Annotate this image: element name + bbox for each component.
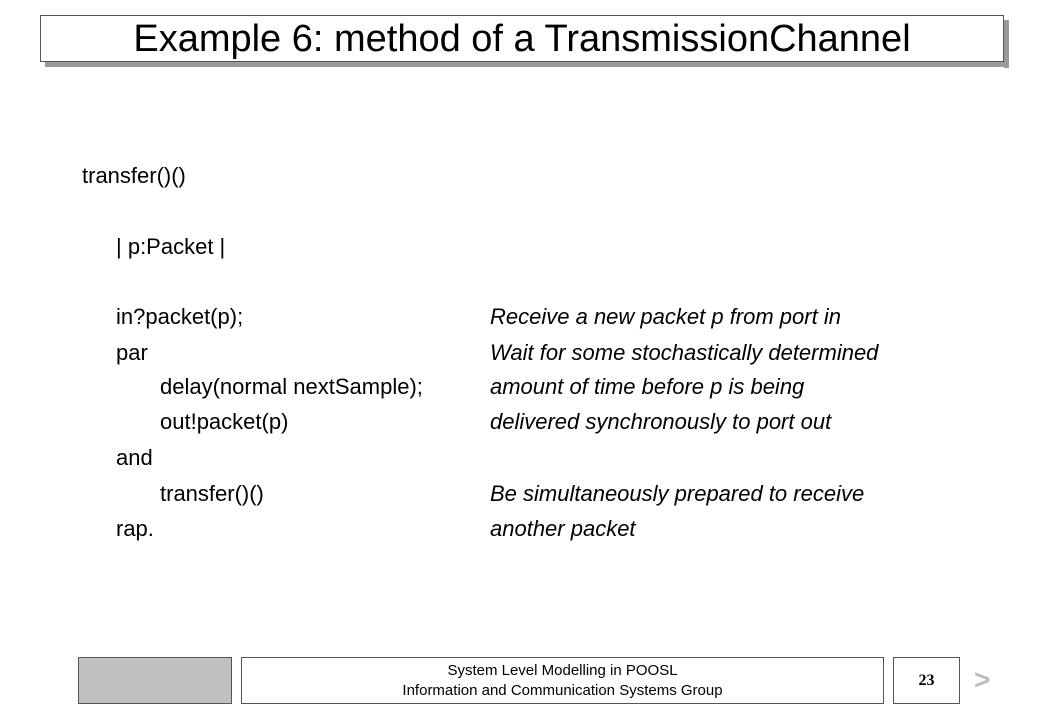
comment-line: Receive a new packet p from port in bbox=[490, 304, 841, 329]
footer-course-title: System Level Modelling in POOSL bbox=[447, 662, 678, 679]
comment-line: Be simultaneously prepared to receive bbox=[490, 481, 865, 506]
slide-title: Example 6: method of a TransmissionChannel bbox=[133, 18, 911, 60]
code-line-send: out!packet(p) bbox=[160, 409, 289, 434]
comment-line: amount of time before p is being bbox=[490, 374, 805, 399]
code-line-recursive-call: transfer()() bbox=[160, 481, 264, 506]
code-line-receive: in?packet(p); bbox=[116, 304, 244, 329]
page-number: 23 bbox=[893, 657, 960, 704]
footer-group-name: Information and Communication Systems Group bbox=[402, 682, 723, 699]
comment-line: another packet bbox=[490, 516, 636, 541]
code-line-method-header: transfer()() bbox=[82, 163, 186, 188]
code-line-par: par bbox=[116, 340, 148, 365]
code-line-variables: | p:Packet | bbox=[116, 234, 226, 259]
next-slide-icon[interactable]: > bbox=[974, 664, 991, 695]
comment-line: Wait for some stochastically determined bbox=[490, 340, 879, 365]
footer-caption bbox=[241, 657, 884, 704]
comment-line: delivered synchronously to port out bbox=[490, 409, 832, 434]
code-line-delay: delay(normal nextSample); bbox=[160, 374, 423, 399]
title-box bbox=[40, 15, 1004, 62]
code-line-rap: rap. bbox=[116, 516, 154, 541]
footer-logo-box bbox=[78, 657, 232, 704]
code-line-and: and bbox=[116, 445, 153, 470]
